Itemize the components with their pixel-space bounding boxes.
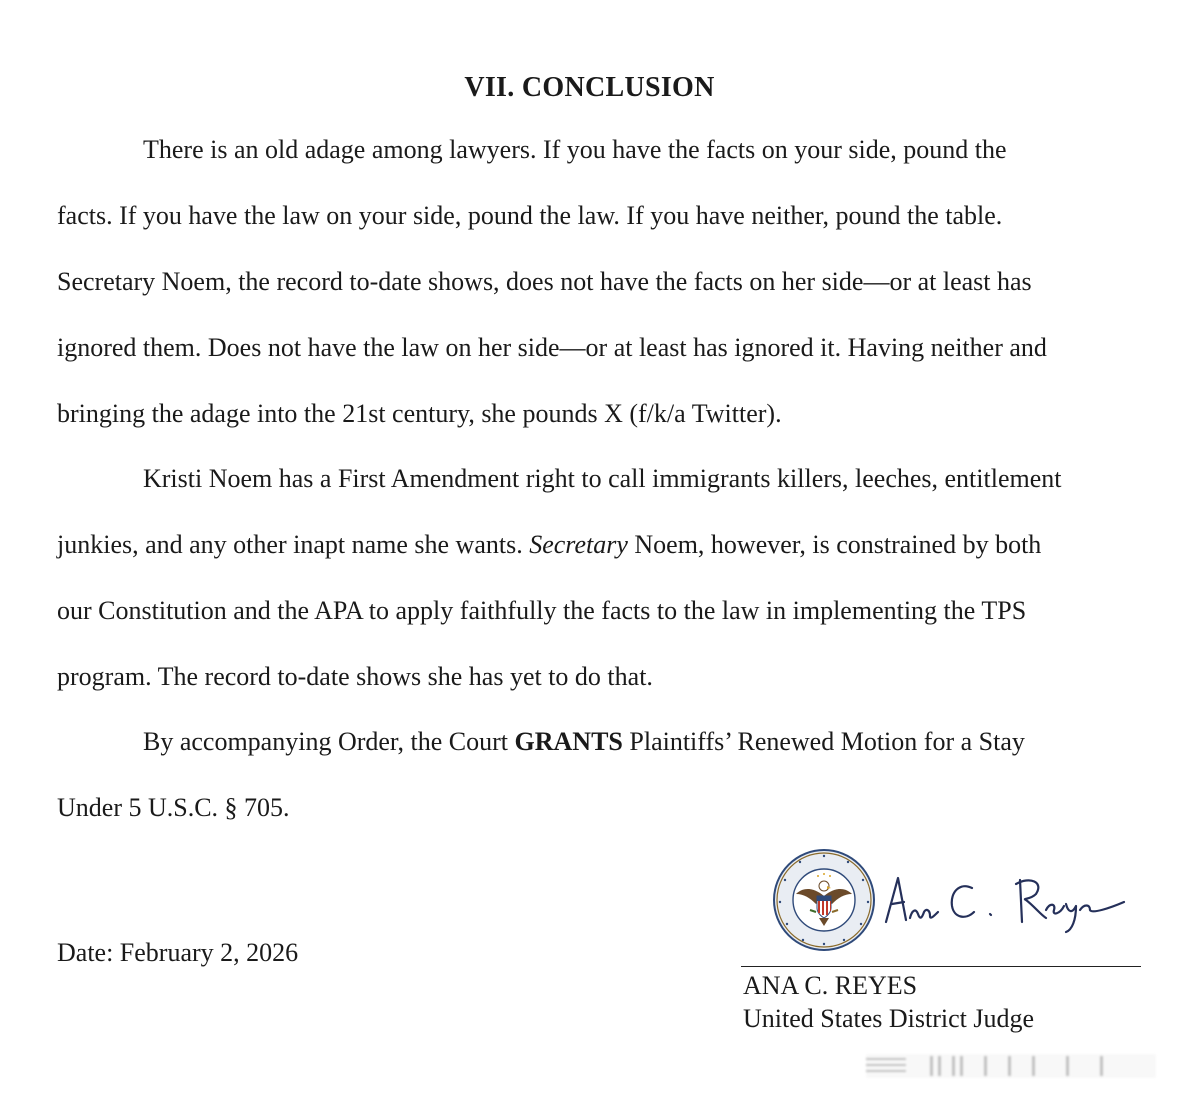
- para3-line1-post: Plaintiffs’ Renewed Motion for a Stay: [622, 727, 1025, 756]
- para2-line1: Kristi Noem has a First Amendment right to call immigrants killers, leeches, entitlement: [143, 464, 1062, 493]
- para2-line2-post: Noem, however, is constrained by both: [627, 530, 1042, 559]
- para3-line1: [143, 725, 1025, 759]
- signature-rule: [741, 966, 1141, 967]
- para1-line2: facts. If you have the law on your side, pound the law. If you have neither, pound the table.: [57, 201, 1003, 230]
- para3-line1-pre: By accompanying Order, the Court: [143, 727, 515, 756]
- para2-line2-pre: junkies, and any other inapt name she wants.: [57, 530, 530, 559]
- court-seal-icon: [772, 848, 876, 952]
- faded-watermark: [866, 1052, 1156, 1080]
- para2-line3: our Constitution and the APA to apply faithfully the facts to the law in implementing the TPS: [57, 596, 1027, 625]
- para1-line3: Secretary Noem, the record to-date shows, does not have the facts on her side—or at least has: [57, 267, 1032, 296]
- para1-line4: ignored them. Does not have the law on her side—or at least has ignored it. Having neither and: [57, 333, 1047, 362]
- signer-title: United States District Judge: [743, 1004, 1035, 1033]
- signature-image: [880, 866, 1130, 936]
- para2-line2: [57, 528, 1041, 562]
- signer-name: ANA C. REYES: [743, 971, 918, 1000]
- para2-line2-emphasis: Secretary: [529, 530, 628, 559]
- date-line: Date: February 2, 2026: [57, 938, 299, 967]
- para2-line4: program. The record to-date shows she has yet to do that.: [57, 662, 653, 691]
- para1-line1: There is an old adage among lawyers. If you have the facts on your side, pound the: [143, 135, 1007, 164]
- para3-line1-bold: GRANTS: [514, 727, 623, 756]
- section-heading: VII. CONCLUSION: [464, 72, 715, 103]
- para3-line2: Under 5 U.S.C. § 705.: [57, 793, 290, 822]
- para1-line5: bringing the adage into the 21st century, she pounds X (f/k/a Twitter).: [57, 399, 782, 428]
